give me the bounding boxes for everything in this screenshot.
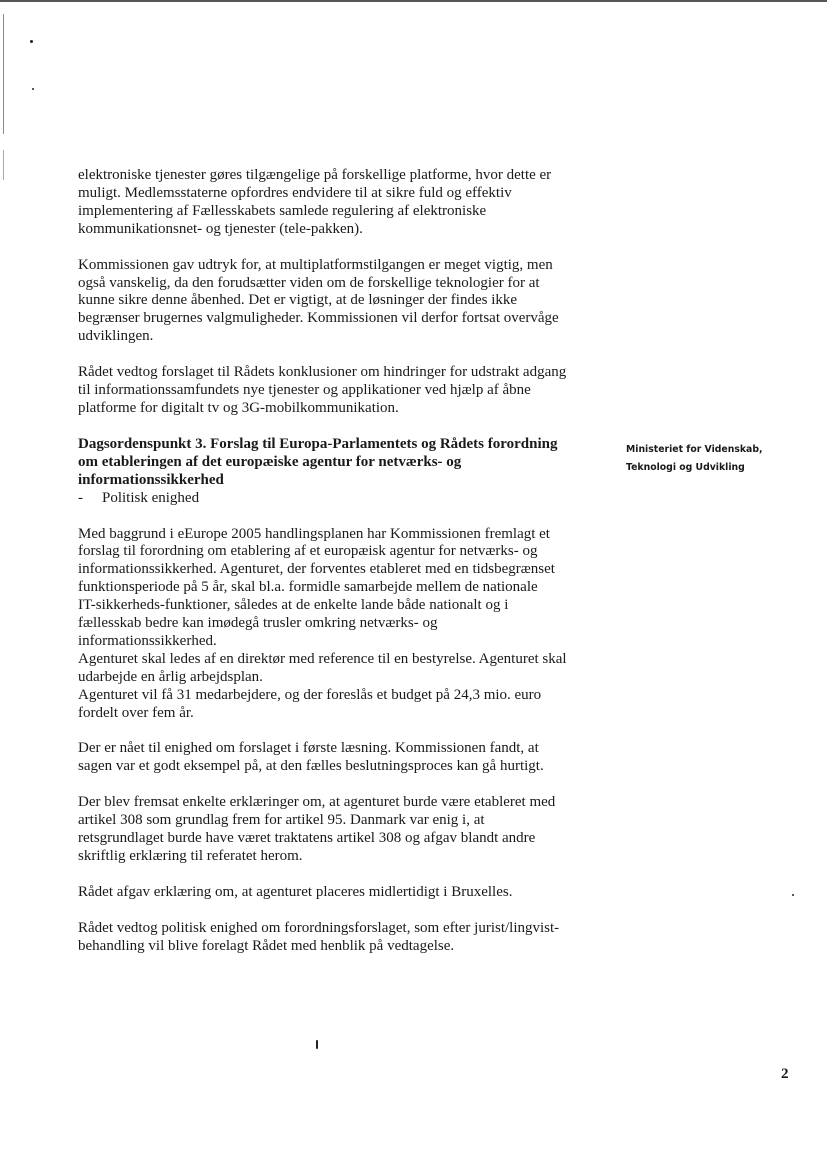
paragraph: Rådet afgav erklæring om, at agenturet placeres midlertidigt i Bruxelles. [78, 883, 513, 900]
document-body [78, 167, 598, 974]
paragraph: Der blev fremsat enkelte erklæringer om, at agenturet burde være etableret med artikel 308 som grundlag frem for artikel 95. Danmark var enig i, at retsgrundlaget burde have været traktatens artikel 308 og afgav blandt andre skriftlig erklæring til referatet herom. [78, 794, 556, 864]
ministry-side-note: Ministeriet for Videnskab, Teknologi og Udvikling [626, 444, 763, 473]
bullet-dash: - [78, 489, 83, 506]
paragraph: Der er nået til enighed om forslaget i første læsning. Kommissionen fandt, at sagen var et godt eksempel på, at den fælles beslutningsproces kan gå hurtigt. [78, 740, 544, 775]
page-number: 2 [781, 1066, 789, 1082]
paragraph: elektroniske tjenester gøres tilgængelige på forskellige platforme, hvor dette er muligt. Medlemsstaterne opfordres endvidere til at sikre fuld og effektiv implementering af Fællesskabets samlede regulering af elektroniske kommunikationsnet- og tjenester (tele-pakken). [78, 167, 552, 237]
scan-speck [30, 40, 33, 43]
paragraph: Med baggrund i eEurope 2005 handlingsplanen har Kommissionen fremlagt et forslag til forordning om etablering af et europæisk agentur for netværks- og informationssikkerhed. Agenturet, der forventes etableret med en tidsbegrænset funktionsperiode på 5 år, skal bl.a. formidle samarbejde mellem de nationale IT-sikkerheds-funktioner, således at de enkelte lande både nationalt og i fællesskab bedre kan imødegå trusler omkring netværks- og informationssikkerhed. Agenturet skal ledes af en direktør med reference til en bestyrelse. Agenturet skal udarbejde en årlig arbejdsplan. Agenturet vil få 31 medarbejdere, og der foreslås et budget på 24,3 mio. euro fordelt over fem år. [78, 525, 567, 721]
scan-speck [316, 1040, 318, 1049]
paragraph: Rådet vedtog politisk enighed om forordningsforslaget, som efter jurist/lingvist- behandling vil blive forelagt Rådet med henblik på vedtagelse. [78, 919, 560, 954]
scan-border-left-lower [3, 150, 4, 180]
scan-speck [32, 88, 34, 90]
agenda-bullet [78, 490, 598, 508]
scan-speck [792, 894, 794, 896]
scan-border-left [3, 14, 4, 134]
paragraph: Kommissionen gav udtryk for, at multiplatformstilgangen er meget vigtig, men også vanskelig, da den forudsætter viden om de forskellige teknologier for at kunne sikre denne åbenhed. Det er vigtigt, at de løsninger der findes ikke begrænser brugernes valgmuligheder. Kommissionen vil derfor fortsat overvåge udviklingen. [78, 256, 559, 345]
bullet-text: Politisk enighed [102, 489, 200, 506]
paragraph: Rådet vedtog forslaget til Rådets konklusioner om hindringer for udstrakt adgang til informationssamfundets nye tjenester og applikationer ved hjælp af åbne platforme for digitalt tv og 3G-mobilkommunikation. [78, 364, 567, 416]
agenda-heading: Dagsordenspunkt 3. Forslag til Europa-Parlamentets og Rådets forordning om etableringen af det europæiske agentur for netværks- og informationssikkerhed [78, 435, 558, 488]
scan-border-top [0, 0, 827, 2]
